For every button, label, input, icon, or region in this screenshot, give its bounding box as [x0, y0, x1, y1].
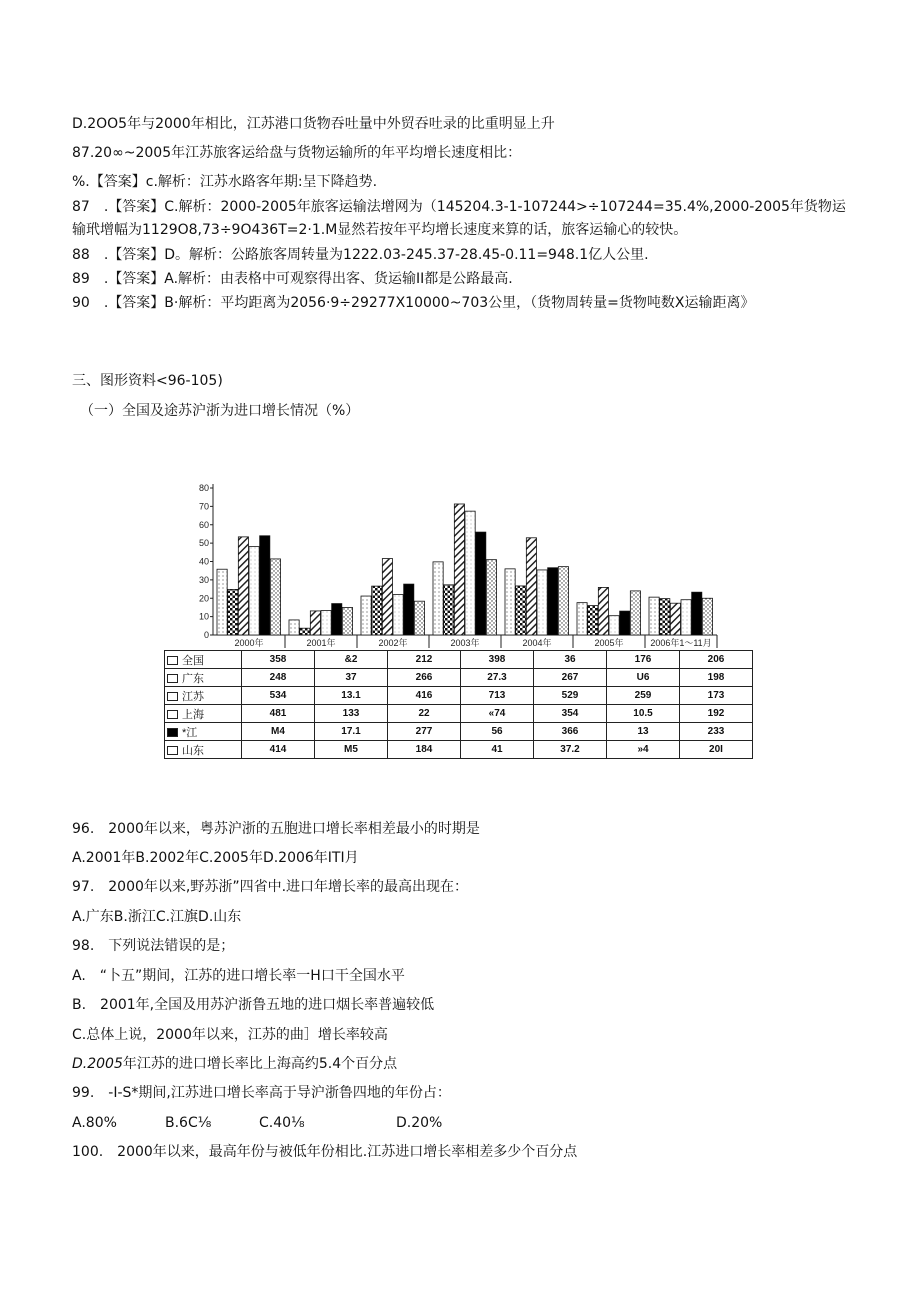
bar-广东-2003年: [444, 585, 454, 635]
table-cell: 366: [534, 723, 607, 741]
row-label-text: 广东: [182, 672, 204, 685]
question-100: 100. 2000年以来，最高年份与被低年份相比.江苏进口增长率相差多少个百分点: [72, 1144, 578, 1160]
text-line-7: 89 .【答案】A.解析：由表格中可观察得出客、货运输II都是公路最高.: [72, 271, 513, 287]
bar-上海-2004年: [537, 570, 547, 635]
table-cell: 398: [461, 651, 534, 669]
table-cell: 529: [534, 687, 607, 705]
text-line-3: %.【答案】c.解析：江苏水路客年期:呈下降趋势.: [72, 174, 378, 190]
bar-广东-2002年: [372, 586, 382, 635]
x-tick-label: 2000年: [234, 638, 264, 648]
table-cell: 198: [680, 669, 753, 687]
bar-上海-2003年: [465, 511, 475, 635]
table-cell: 13.1: [315, 687, 388, 705]
bar-全国-2001年: [289, 620, 299, 635]
row-label: [165, 651, 242, 669]
question-96: 96. 2000年以来，粤苏沪浙的五胞进口增长率相差最小的时期是: [72, 821, 480, 837]
row-label-text: 江苏: [182, 690, 204, 703]
legend-swatch: [167, 728, 178, 737]
bar-山东-2000年: [270, 559, 280, 635]
legend-swatch: [167, 674, 178, 683]
row-label: [165, 723, 242, 741]
question-98: 98. 下列说法错误的是；: [72, 938, 235, 954]
table-cell: 17.1: [315, 723, 388, 741]
table-cell: 277: [388, 723, 461, 741]
question-99-option-b: B.6C⅛: [165, 1115, 212, 1131]
table-cell: 416: [388, 687, 461, 705]
x-tick-label: 2004年: [522, 638, 552, 648]
option-d-text: 年江苏的进口增长率比上海高约5.4个百分点: [122, 1056, 398, 1072]
table-cell: 267: [534, 669, 607, 687]
question-99-option-d: D.20%: [396, 1115, 443, 1131]
text-line-2: 87.20∞~2005年江苏旅客运给盘与货物运输所的年平均增长速度相比：: [72, 145, 522, 161]
bar-全国-2004年: [505, 569, 515, 635]
y-tick-label: 0: [203, 630, 209, 640]
question-98-option-c: C.总体上说，2000年以来，江苏的曲］增长率较高: [72, 1027, 388, 1043]
y-tick-label: 20: [198, 593, 209, 604]
bar-江苏-2003年: [454, 504, 464, 635]
option-d-prefix: D.2005: [72, 1056, 123, 1072]
table-cell: 713: [461, 687, 534, 705]
bar-上海-2006年1～11月: [681, 600, 691, 635]
bar-全国-2005年: [577, 603, 587, 635]
question-96-options: A.2001年B.2002年C.2005年D.2006年ITI月: [72, 850, 359, 866]
table-cell: »4: [607, 741, 680, 759]
bar-全国-2002年: [361, 596, 371, 635]
y-tick-label: 50: [198, 538, 209, 549]
table-row: [165, 687, 753, 705]
y-tick-label: 80: [198, 483, 209, 493]
table-cell: 534: [242, 687, 315, 705]
bar-全国-2006年1～11月: [649, 597, 659, 635]
bar-上海-2001年: [321, 611, 331, 635]
bar-浙江-2005年: [620, 611, 630, 635]
bar-江苏-2000年: [238, 537, 248, 635]
legend-swatch: [167, 692, 178, 701]
question-98-option-a: A. “卜五”期间，江苏的进口增长率一H口干全国水平: [72, 968, 405, 984]
table-cell: 233: [680, 723, 753, 741]
table-cell: 248: [242, 669, 315, 687]
row-label: [165, 741, 242, 759]
table-row: [165, 651, 753, 669]
bar-浙江-2002年: [404, 584, 414, 635]
row-label-text: 全国: [182, 654, 204, 667]
y-tick-label: 40: [198, 556, 209, 567]
legend-swatch: [167, 710, 178, 719]
table-cell: M4: [242, 723, 315, 741]
table-cell: 13: [607, 723, 680, 741]
row-label: [165, 705, 242, 723]
question-98-option-b: B. 2001年,全国及用苏沪浙鲁五地的进口烟长率普遍较低: [72, 997, 435, 1013]
bar-山东-2005年: [630, 591, 640, 635]
table-cell: 212: [388, 651, 461, 669]
bar-山东-2006年1～11月: [702, 598, 712, 635]
row-label-text: 山东: [182, 744, 204, 757]
bar-山东-2001年: [342, 607, 352, 635]
table-cell: 184: [388, 741, 461, 759]
bar-chart: [165, 478, 725, 650]
text-line-6: 88 .【答案】D。解析：公路旅客周转量为1222.03-245.37-28.45-0.11=948.1亿人公里.: [72, 247, 649, 263]
data-table: [164, 650, 753, 759]
x-tick-label: 2005年: [594, 638, 624, 648]
bar-全国-2003年: [433, 562, 443, 635]
section-heading: 三、图形资料<96-105): [72, 373, 223, 389]
x-tick-label: 2006年1～11月: [650, 638, 712, 648]
table-cell: &2: [315, 651, 388, 669]
question-99-option-a: A.80%: [72, 1115, 117, 1131]
bar-浙江-2004年: [548, 568, 558, 635]
text-line-4: 87 .【答案】C.解析：2000-2005年旅客运输法增网为（145204.3-1-107244>÷107244=35.4%,2000-2005年货物运: [72, 199, 846, 215]
row-label: [165, 669, 242, 687]
table-cell: 173: [680, 687, 753, 705]
table-cell: 56: [461, 723, 534, 741]
table-cell: 259: [607, 687, 680, 705]
question-99: 99. -I-S*期间,江苏进口增长率高于导沪浙鲁四地的年份占：: [72, 1085, 451, 1101]
table-cell: 414: [242, 741, 315, 759]
table-cell: 27.3: [461, 669, 534, 687]
legend-swatch: [167, 656, 178, 665]
y-tick-label: 60: [198, 519, 209, 530]
table-row: [165, 705, 753, 723]
bar-浙江-2001年: [332, 604, 342, 635]
table-cell: 37: [315, 669, 388, 687]
question-98-option-d: [72, 1055, 397, 1073]
y-tick-label: 30: [198, 574, 209, 585]
question-99-option-c: C.40⅛: [259, 1115, 305, 1131]
legend-swatch: [167, 746, 178, 755]
table-row: [165, 723, 753, 741]
bar-广东-2005年: [588, 606, 598, 635]
bar-山东-2004年: [558, 567, 568, 635]
table-cell: 20I: [680, 741, 753, 759]
bar-上海-2000年: [249, 547, 259, 635]
bar-广东-2006年1～11月: [660, 599, 670, 635]
bar-江苏-2001年: [310, 611, 320, 635]
table-row: [165, 741, 753, 759]
table-cell: 37.2: [534, 741, 607, 759]
table-cell: U6: [607, 669, 680, 687]
table-cell: 176: [607, 651, 680, 669]
table-cell: 10.5: [607, 705, 680, 723]
bar-山东-2002年: [414, 601, 424, 635]
bar-广东-2000年: [228, 589, 238, 635]
y-tick-label: 70: [198, 501, 209, 512]
table-cell: 266: [388, 669, 461, 687]
table-cell: «74: [461, 705, 534, 723]
table-cell: 22: [388, 705, 461, 723]
bar-浙江-2000年: [260, 536, 270, 635]
bar-上海-2005年: [609, 616, 619, 635]
table-cell: 41: [461, 741, 534, 759]
bar-上海-2002年: [393, 595, 403, 635]
bar-山东-2003年: [486, 560, 496, 635]
bar-广东-2001年: [300, 628, 310, 635]
table-cell: 133: [315, 705, 388, 723]
row-label-text: *江: [182, 726, 198, 739]
text-line-5: 输玳增幅为1129O8,73÷9O436T=2·1.M显然若按年平均增长速度来算的话，旅客运输心的较快。: [72, 222, 688, 238]
x-tick-label: 2003年: [450, 638, 480, 648]
bar-江苏-2002年: [382, 559, 392, 635]
question-97: 97. 2000年以来,野苏浙”四省中.进口年增长率的最高出现在：: [72, 879, 469, 895]
bar-江苏-2005年: [598, 587, 608, 635]
row-label: [165, 687, 242, 705]
bar-江苏-2006年1～11月: [670, 603, 680, 635]
table-cell: 481: [242, 705, 315, 723]
table-cell: 206: [680, 651, 753, 669]
bar-江苏-2004年: [526, 538, 536, 635]
table-cell: 36: [534, 651, 607, 669]
bar-广东-2004年: [516, 586, 526, 635]
bar-浙江-2006年1～11月: [692, 592, 702, 635]
text-line-1: D.2OO5年与2000年相比，江苏港口货物吞吐量中外贸吞吐录的比重明显上升: [72, 116, 555, 132]
table-row: [165, 669, 753, 687]
x-tick-label: 2002年: [378, 638, 408, 648]
chart-subtitle: （一）全国及途苏沪浙为进口增长情况（%）: [80, 403, 360, 419]
bar-浙江-2003年: [476, 532, 486, 635]
table-cell: 192: [680, 705, 753, 723]
text-line-8: 90 .【答案】B·解析：平均距离为2056·9÷29277X10000~703公里，（货物周转量=货物吨数X运输距离》: [72, 295, 755, 311]
y-tick-label: 10: [198, 611, 209, 622]
question-97-options: A.广东B.浙江C.江旗D.山东: [72, 909, 242, 925]
table-cell: M5: [315, 741, 388, 759]
table-cell: 358: [242, 651, 315, 669]
x-tick-label: 2001年: [306, 638, 336, 648]
table-cell: 354: [534, 705, 607, 723]
bar-全国-2000年: [217, 569, 227, 635]
row-label-text: 上海: [182, 708, 204, 721]
